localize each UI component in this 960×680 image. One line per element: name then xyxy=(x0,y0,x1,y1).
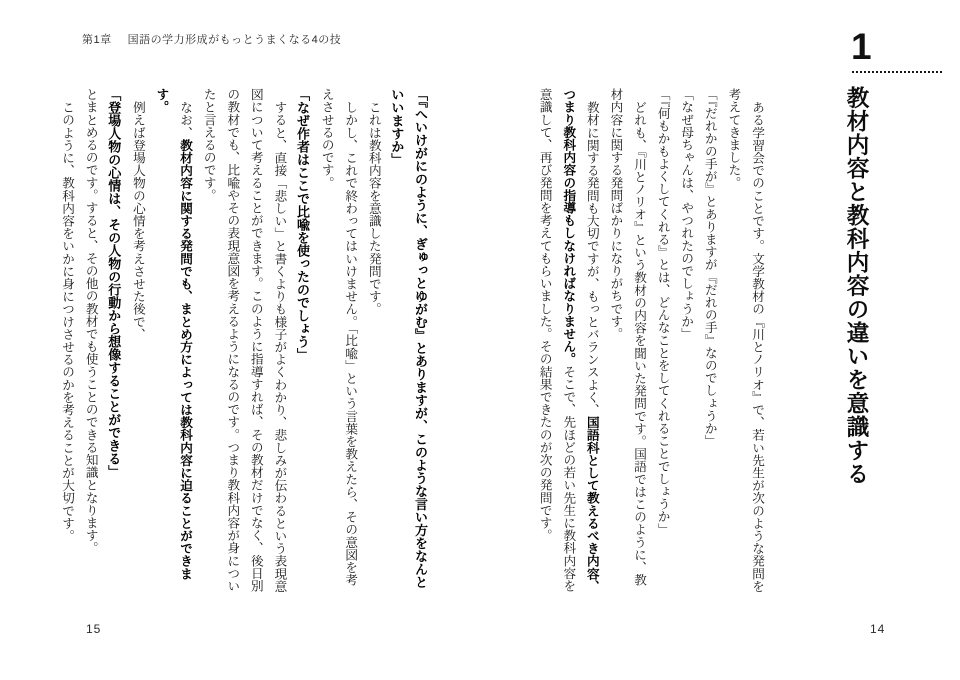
paragraph xyxy=(149,88,196,592)
running-header xyxy=(82,31,341,47)
emphasis-text: 国語科として教えるべき内容、つまり教科内容の指導もしなければなりません。 xyxy=(561,88,599,592)
paragraph: これは教科内容を意識した発問です。 xyxy=(366,100,381,315)
paragraph: 例えば登場人物の心情を考えさせた後で、 xyxy=(130,100,145,340)
page-number-right: 14 xyxy=(870,622,886,636)
question-quote-bold: 「なぜ作者はここで比喩を使ったのでしょう」 xyxy=(295,88,311,361)
chapter-label: 第1章 xyxy=(82,34,112,46)
question-quote: 「『何もかもよくしてくれる』とは、どんなことをしてくれることでしょうか」 xyxy=(655,88,670,536)
question-quote-bold: 「登場人物の心情は、その人物の行動から想像することができる」 xyxy=(106,88,122,478)
paragraph: しかし、これで終わってはいけません。「比喩」という言葉を教えたら、その意図を考えさせるのです。 xyxy=(319,88,358,586)
paragraph: どれも、『川とノリオ』という教材の内容を聞いた発問です。国語ではこのように、教材内容に関する発問ばかりになりがちです。 xyxy=(608,88,647,586)
section-title: 教材内容と教科内容の違いを意識する xyxy=(844,86,869,486)
paragraph: このように、教科内容をいかに身につけさせるのかを考えることが大切です。 xyxy=(60,100,75,542)
page-15-body xyxy=(55,88,433,592)
question-quote: 「『だれかの手が』とありますが『だれの手』なのでしょうか」 xyxy=(702,88,717,448)
paragraph xyxy=(532,88,603,592)
question-quote-bold: 「『へいけがにのように、ぎゅっとゆがむ』とありますが、このような言い方をなんといいますか」 xyxy=(389,88,428,589)
page-number-left: 15 xyxy=(86,622,102,636)
paragraph: すると、直接「悲しい」と書くよりも様子がよくわかり、悲しみが伝わるという表現意図について考えることができます。このように指導すれば、その教材だけでなく、後日別の教材でも、比喩やその表現意図を考えるようになるのです。つまり教科内容が身についたと言えるのです。 xyxy=(201,88,287,592)
emphasis-text: 教材内容に関する発問でも、まとめ方によっては教科内容に迫ることができます。 xyxy=(154,88,193,580)
section-number: 1 xyxy=(851,26,872,67)
question-quote: 「なぜ母ちゃんは、やつれたのでしょうか」 xyxy=(679,88,694,340)
paragraph-text: 教材に関する発問も大切ですが、もっとバランスよく、 xyxy=(584,100,599,416)
paragraph: とまとめるのです。すると、その他の教材でも使うことのできる知識となります。 xyxy=(83,88,98,555)
paragraph-text: なお、 xyxy=(178,100,193,139)
dotted-rule xyxy=(852,71,942,73)
page-14-body xyxy=(532,88,768,592)
paragraph: ある学習会でのことです。文学教材の『川とノリオ』で、若い先生が次のような発問を考えてきました。 xyxy=(726,88,764,592)
running-header-title: 国語の学力形成がもっとうまくなる4の技 xyxy=(127,34,342,46)
paragraph-text: そこで、先ほどの若い先生に教科内容を意識して、再び発問を考えてもらいました。その結果できたのが次の発問です。 xyxy=(537,88,576,593)
